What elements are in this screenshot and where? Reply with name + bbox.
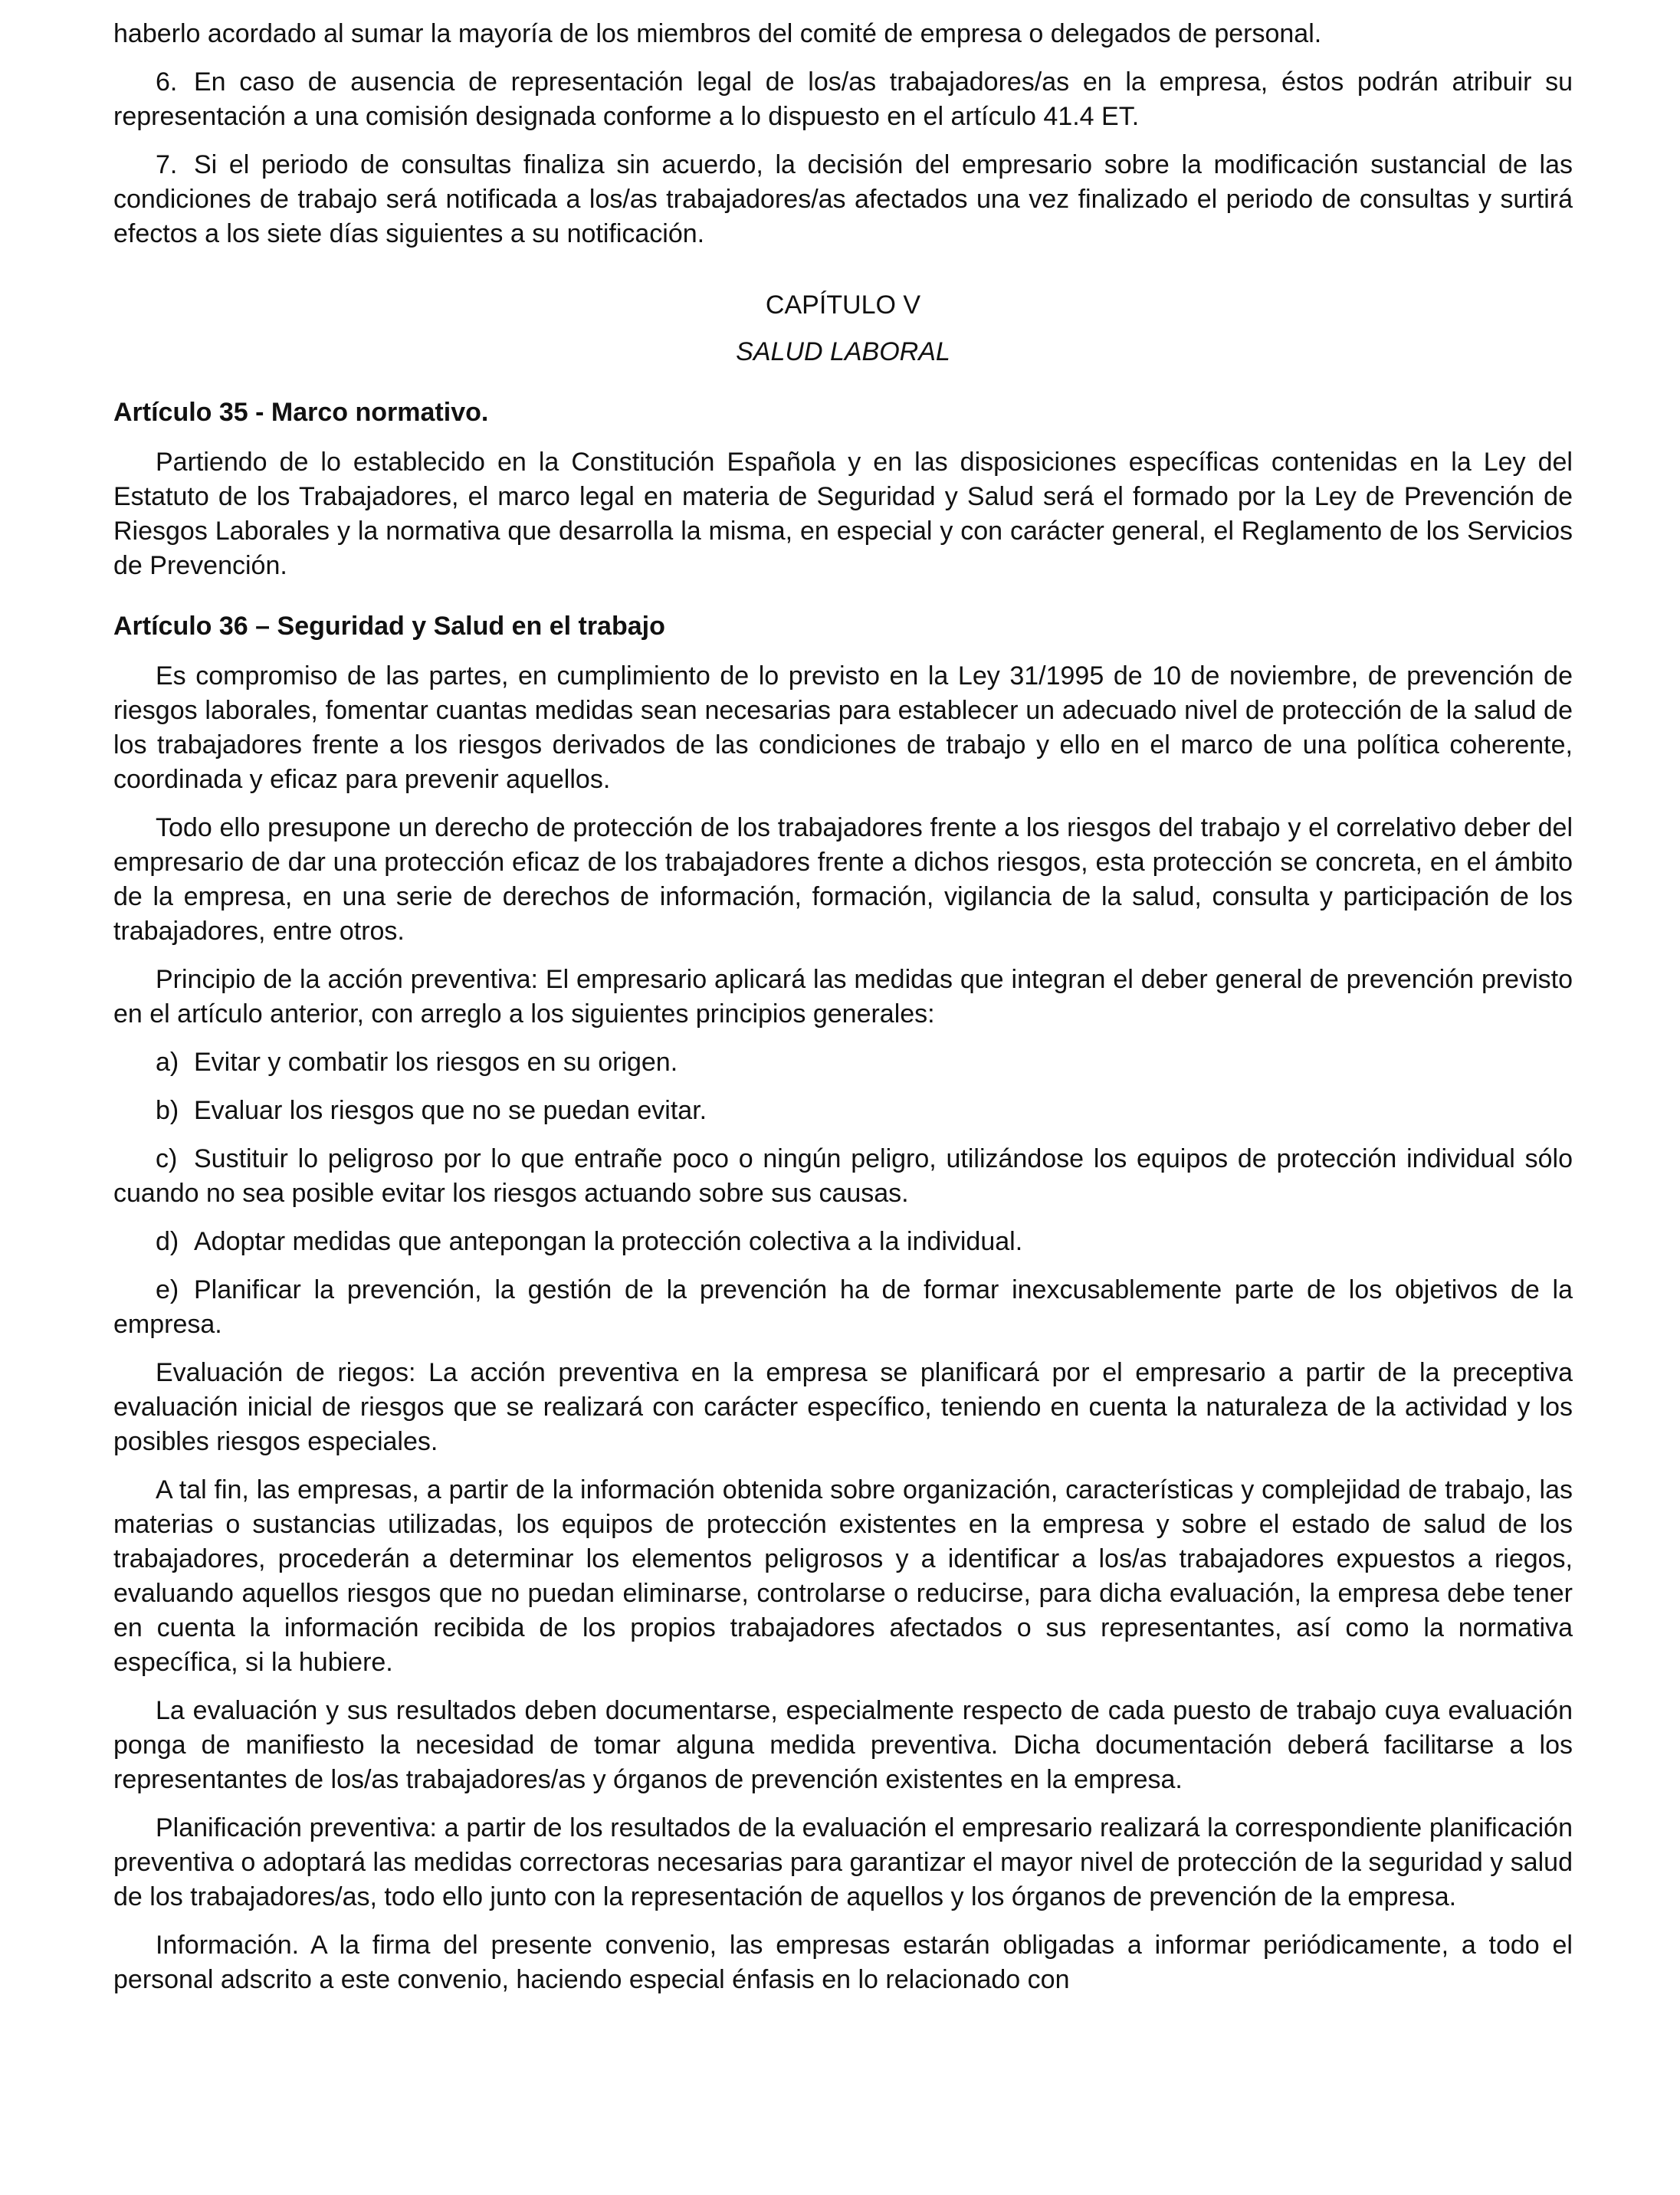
- paragraph: La evaluación y sus resultados deben documentarse, especialmente respecto de cada puesto de trabajo cuya evaluación ponga de manifiesto la necesidad de tomar alguna medida preventiva. Dicha documentación deberá facilitarse a los representantes de los/as trabajadores/as y órganos de prevención existentes en la empresa.: [113, 1696, 1573, 1794]
- chapter-heading: CAPÍTULO V: [765, 290, 921, 320]
- chapter-subtitle: SALUD LABORAL: [736, 337, 950, 366]
- item-text: Planificar la prevención, la gestión de la prevención ha de formar inexcusablemente parte de los objetivos de la empresa.: [113, 1275, 1573, 1339]
- lettered-item-a: [113, 1045, 1573, 1080]
- paragraph: Principio de la acción preventiva: El empresario aplicará las medidas que integran el deber general de prevención previsto en el artículo anterior, con arreglo a los siguientes principios generales:: [113, 965, 1573, 1029]
- paragraph: Planificación preventiva: a partir de los resultados de la evaluación el empresario realizará la correspondiente planificación preventiva o adoptará las medidas correctoras necesarias para garantizar el mayor nivel de protección de la seguridad y salud de los trabajadores/as, todo ello junto con la representación de aquellos y los órganos de prevención de la empresa.: [113, 1813, 1573, 1911]
- item-text: Adoptar medidas que antepongan la protección colectiva a la individual.: [194, 1227, 1023, 1256]
- item-number: 6.: [156, 67, 178, 97]
- paragraph-continuation: haberlo acordado al sumar la mayoría de los miembros del comité de empresa o delegados de personal.: [113, 19, 1322, 48]
- article-36-heading: Artículo 36 – Seguridad y Salud en el trabajo: [113, 612, 665, 641]
- item-text: Evitar y combatir los riesgos en su origen.: [194, 1048, 678, 1077]
- item-text: Sustituir lo peligroso por lo que entrañe poco o ningún peligro, utilizándose los equipos de protección individual sólo cuando no sea posible evitar los riesgos actuando sobre sus causas.: [113, 1144, 1573, 1208]
- item-letter: a): [156, 1048, 179, 1077]
- paragraph: A tal fin, las empresas, a partir de la información obtenida sobre organización, características y complejidad de trabajo, las materias o sustancias utilizadas, los equipos de protección existentes en la empresa y sobre el estado de salud de los trabajadores, procederán a determinar los elementos peligrosos y a identificar a los/as trabajadores expuestos a riegos, evaluando aquellos riesgos que no puedan eliminarse, controlarse o reducirse, para dicha evaluación, la empresa debe tener en cuenta la información recibida de los propios trabajadores afectados o sus representantes, así como la normativa específica, si la hubiere.: [113, 1475, 1573, 1677]
- numbered-item-7: [113, 148, 1573, 251]
- item-text: Si el periodo de consultas finaliza sin acuerdo, la decisión del empresario sobre la modificación sustancial de las condiciones de trabajo será notificada a los/as trabajadores/as afectados una vez finalizado el periodo de consultas y surtirá efectos a los siete días siguientes a su notificación.: [113, 150, 1573, 248]
- lettered-item-b: [113, 1094, 1573, 1128]
- item-letter: e): [156, 1275, 179, 1304]
- item-text: Evaluar los riesgos que no se puedan evitar.: [194, 1096, 707, 1125]
- numbered-item-6: [113, 65, 1573, 134]
- paragraph: Es compromiso de las partes, en cumplimiento de lo previsto en la Ley 31/1995 de 10 de noviembre, de prevención de riesgos laborales, fomentar cuantas medidas sean necesarias para establecer un adecuado nivel de protección de la salud de los trabajadores frente a los riesgos derivados de las condiciones de trabajo y ello en el marco de una política coherente, coordinada y eficaz para prevenir aquellos.: [113, 661, 1573, 794]
- lettered-item-e: [113, 1273, 1573, 1342]
- item-number: 7.: [156, 150, 178, 179]
- lettered-item-c: [113, 1142, 1573, 1211]
- item-letter: d): [156, 1227, 179, 1256]
- item-letter: c): [156, 1144, 178, 1173]
- item-letter: b): [156, 1096, 179, 1125]
- paragraph: Evaluación de riegos: La acción preventiva en la empresa se planificará por el empresario a partir de la preceptiva evaluación inicial de riesgos que se realizará con carácter específico, teniendo en cuenta la naturaleza de la actividad y los posibles riesgos especiales.: [113, 1358, 1573, 1456]
- paragraph: Información. A la firma del presente convenio, las empresas estarán obligadas a informar periódicamente, a todo el personal adscrito a este convenio, haciendo especial énfasis en lo relacionado con: [113, 1931, 1573, 1994]
- paragraph: Partiendo de lo establecido en la Constitución Española y en las disposiciones específicas contenidas en la Ley del Estatuto de los Trabajadores, el marco legal en materia de Seguridad y Salud será el formado por la Ley de Prevención de Riesgos Laborales y la normativa que desarrolla la misma, en especial y con carácter general, el Reglamento de los Servicios de Prevención.: [113, 448, 1573, 580]
- item-text: En caso de ausencia de representación legal de los/as trabajadores/as en la empresa, éstos podrán atribuir su representación a una comisión designada conforme a lo dispuesto en el artículo 41.4 ET.: [113, 67, 1573, 131]
- paragraph: Todo ello presupone un derecho de protección de los trabajadores frente a los riesgos del trabajo y el correlativo deber del empresario de dar una protección eficaz de los trabajadores frente a dichos riesgos, esta protección se concreta, en el ámbito de la empresa, en una serie de derechos de información, formación, vigilancia de la salud, consulta y participación de los trabajadores, entre otros.: [113, 813, 1573, 946]
- lettered-item-d: [113, 1225, 1573, 1259]
- article-35-heading: Artículo 35 - Marco normativo.: [113, 398, 489, 427]
